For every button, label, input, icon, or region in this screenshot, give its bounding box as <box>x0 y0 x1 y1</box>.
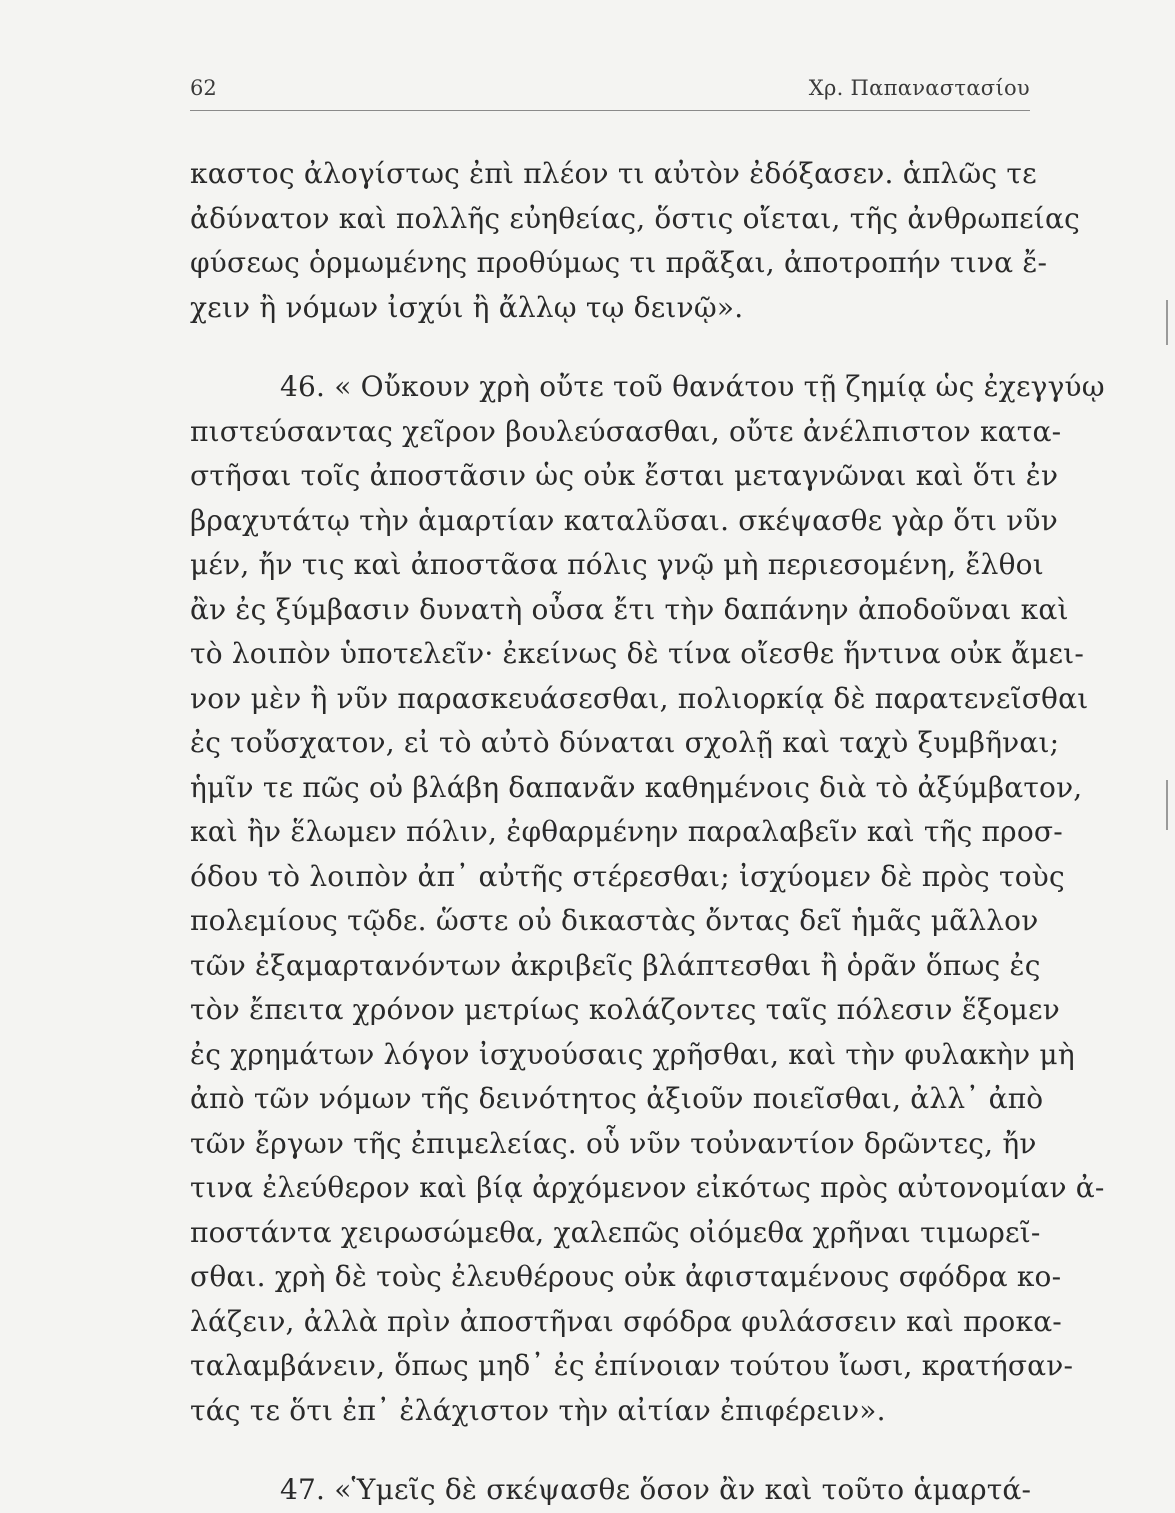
text-line: ἡμῖν τε πῶς οὐ βλάβη δαπανᾶν καθημένοις διὰ τὸ ἀξύμβατον, <box>190 770 1083 804</box>
text-line: τῶν ἐξαμαρτανόντων ἀκριβεῖς βλάπτεσθαι ἢ ὁρᾶν ὅπως ἐς <box>190 948 1041 982</box>
text-line: ποστάντα χειρωσώμεθα, χαλεπῶς οἰόμεθα χρῆναι τιμωρεῖ- <box>190 1215 1041 1249</box>
text-line: λάζειν, ἀλλὰ πρὶν ἀποστῆναι σφόδρα φυλάσσειν καὶ προκα- <box>190 1304 1062 1338</box>
page-edge-mark <box>1166 300 1168 345</box>
text-line: καὶ ἢν ἕλωμεν πόλιν, ἐφθαρμένην παραλαβεῖν καὶ τῆς προσ- <box>190 815 1063 848</box>
text-line: τὸ λοιπὸν ὑποτελεῖν· ἐκείνως δὲ τίνα οἴεσθε ἥντινα οὐκ ἄμει- <box>190 637 1085 670</box>
running-head: Χρ. Παπαναστασίου <box>808 76 1030 100</box>
text-line: ἐς χρημάτων λόγον ἰσχυούσαις χρῆσθαι, καὶ τὴν φυλακὴν μὴ <box>190 1037 1075 1071</box>
text-line: φύσεως ὁρμωμένης προθύμως τι πρᾶξαι, ἀποτροπήν τινα ἔ- <box>190 246 1048 279</box>
section-46-start: 46. « Οὔκουν χρὴ οὔτε τοῦ θανάτου τῇ ζημίᾳ ὡς ἐχεγγύῳ <box>280 370 1105 403</box>
body-text <box>190 152 1105 1513</box>
text-line: πολεμίους τῷδε. ὥστε οὐ δικαστὰς ὄντας δεῖ ἡμᾶς μᾶλλον <box>190 904 1039 937</box>
text-line: τὸν ἔπειτα χρόνον μετρίως κολάζοντες ταῖς πόλεσιν ἕξομεν <box>190 993 1060 1026</box>
text-line: βραχυτάτῳ τὴν ἁμαρτίαν καταλῦσαι. σκέψασθε γὰρ ὅτι νῦν <box>190 503 1058 537</box>
section-47-start: 47. «Ὑμεῖς δὲ σκέψασθε ὅσον ἂν καὶ τοῦτο ἁμαρτά- <box>280 1473 1032 1506</box>
header-rule <box>190 110 1030 111</box>
text-line: μέν, ἤν τις καὶ ἀποστᾶσα πόλις γνῷ μὴ περιεσομένη, ἔλθοι <box>190 548 1044 581</box>
page-header <box>190 72 1030 108</box>
text-line: πιστεύσαντας χεῖρον βουλεύσασθαι, οὔτε ἀνέλπιστον κατα- <box>190 414 1062 448</box>
text-line: τινα ἐλεύθερον καὶ βίᾳ ἀρχόμενον εἰκότως πρὸς αὐτονομίαν ἀ- <box>190 1171 1105 1204</box>
text-line: στῆσαι τοῖς ἀποστᾶσιν ὡς οὐκ ἔσται μεταγνῶναι καὶ ὅτι ἐν <box>190 459 1059 492</box>
paragraph-gap <box>190 330 1030 365</box>
text-line: τάς τε ὅτι ἐπ᾽ ἐλάχιστον τὴν αἰτίαν ἐπιφέρειν». <box>190 1393 886 1427</box>
text-line: καστος ἀλογίστως ἐπὶ πλέον τι αὐτὸν ἐδόξασεν. ἁπλῶς τε <box>190 157 1037 190</box>
text-line: ἂν ἐς ξύμβασιν δυνατὴ οὖσα ἔτι τὴν δαπάνην ἀποδοῦναι καὶ <box>190 592 1069 626</box>
text-line: όδου τὸ λοιπὸν ἀπ᾽ αὐτῆς στέρεσθαι; ἰσχύομεν δὲ πρὸς τοὺς <box>190 859 1065 893</box>
text-line: τῶν ἔργων τῆς ἐπιμελείας. οὗ νῦν τοὐναντίον δρῶντες, ἤν <box>190 1126 1037 1160</box>
text-line: ταλαμβάνειν, ὅπως μηδ᾽ ἐς ἐπίνοιαν τούτου ἴωσι, κρατήσαν- <box>190 1349 1074 1382</box>
page-edge-mark <box>1166 780 1168 830</box>
text-line: ἀπὸ τῶν νόμων τῆς δεινότητος ἀξιοῦν ποιεῖσθαι, ἀλλ᾽ ἀπὸ <box>190 1082 1044 1115</box>
text-line: ἐς τοὔσχατον, εἰ τὸ αὐτὸ δύναται σχολῇ καὶ ταχὺ ξυμβῆναι; <box>190 726 1060 759</box>
page-number: 62 <box>190 76 217 100</box>
text-line: σθαι. χρὴ δὲ τοὺς ἐλευθέρους οὐκ ἀφισταμένους σφόδρα κο- <box>190 1260 1062 1293</box>
text-line: ἀδύνατον καὶ πολλῆς εὐηθείας, ὅστις οἴεται, τῆς ἀνθρωπείας <box>190 201 1080 235</box>
paragraph-gap <box>190 1433 1030 1468</box>
text-line: χειν ἢ νόμων ἰσχύι ἢ ἄλλῳ τῳ δεινῷ». <box>190 290 744 324</box>
text-line: νον μὲν ἢ νῦν παρασκευάσεσθαι, πολιορκίᾳ δὲ παρατενεῖσθαι <box>190 681 1089 715</box>
